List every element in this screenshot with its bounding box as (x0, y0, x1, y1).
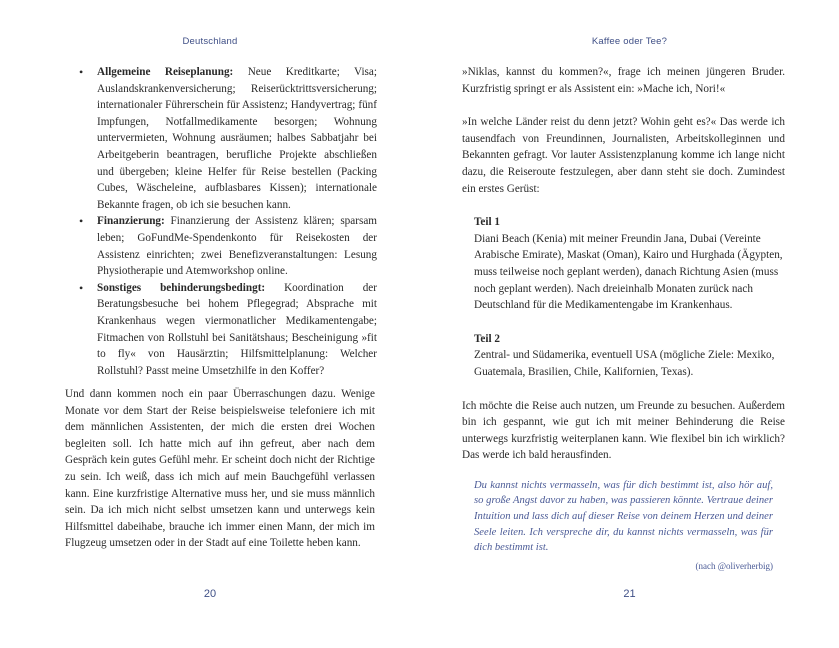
page-number-left: 20 (203, 588, 217, 600)
bullet-text: Neue Kreditkarte; Visa; Auslandskrankenversicherung; Reiserücktrittsversicherung; internationaler Führerschein für Assistenz; Handyvertrag; fünf Impfungen, Notfallmedikamente besorgen; Wohnung untervermieten, Wohnung ausräumen; halbes Sabbatjahr bei Arbeitgeberin beantragen, berufliche Projekte abschließen und übergeben; kleine Helfer für Reise bestellen (Packing Cubes, Wäscheleine, aufblasbares Kissen); internationale Bekannte fragen, ob ich sie besuchen kann. (97, 66, 377, 211)
paragraph-text: Und dann kommen noch ein paar Überraschungen dazu. Wenige Monate vor dem Start der Reise beispielsweise telefoniere ich mit dem männlichen Assistenten, der mich die ersten drei Wochen begleiten soll. Ich hatte mich auf ihn gefreut, aber nach dem Gespräch kein gutes Gefühl mehr. Er scheint doch nicht der Richtige zu sein. Ich weiß, dass ich mich auf mein Bauchgefühl verlassen kann. Eine kurzfristige Alternative muss her, und sie muss männlich sein. Da ich mich nicht selbst umsetzen kann und unterwegs kein Hilfsmittel dabeihabe, brauche ich immer einen Mann, der mich im Flugzeug umsetzen oder in der Stadt auf eine Toilette heben kann. (65, 388, 375, 550)
paragraph-reiseroute: »In welche Länder reist du denn jetzt? Wohin geht es?« Das werde ich tausendfach von Freundinnen, Journalisten, Arbeitskolleginnen und Bekannten gefragt. Vor lauter Assistenzplanung komme ich lange nicht dazu, die Reiseroute festzulegen, aber dann steht sie doch. Zumindest ein erstes Gerüst: (462, 116, 785, 195)
right-page (420, 0, 839, 648)
bullet-label: Sonstiges behinderungsbedingt: (97, 281, 266, 294)
bullet-list (77, 64, 377, 379)
route-part-text: Diani Beach (Kenia) mit meiner Freundin Jana, Dubai (Vereinte Arabische Emirate), Maskat (Oman), Kairo und Hurghada (Ägypten, muss teilweise noch geplant werden), danach Richtung Asien (muss noch geplant werden). Nach dreieinhalb Monaten zurück nach Deutschland für die Medikamentengabe im Krankenhaus. (474, 232, 783, 312)
running-head-right: Kaffee oder Tee? (591, 36, 668, 47)
bullet-label: Allgemeine Reiseplanung: (97, 66, 234, 78)
bullet-item-reiseplanung (77, 64, 377, 213)
bullet-item-finanzierung (77, 213, 377, 279)
route-part-heading: Teil 1 (474, 216, 501, 229)
quote-block (462, 478, 785, 556)
quote-source: (nach @oliverherbig) (695, 560, 773, 571)
running-head-left: Deutschland (182, 36, 238, 47)
route-part-text: Zentral- und Südamerika, eventuell USA (mögliche Ziele: Mexiko, Guatemala, Brasilien, Chile, Kalifornien, Texas). (474, 349, 775, 378)
bullet-text: Koordination der Beratungsbesuche bei hohem Pflegegrad; Absprache mit Krankenhaus wegen viermonatlicher Medikamentengabe; Fitmachen von Rollstuhl bei Sanitätshaus; Bescheinigung »fit to fly« von Hausärztin; Hilfsmittelplanung: Welcher Rollstuhl? Passt meine Umsetzhilfe in den Koffer? (97, 281, 377, 377)
page-number-right: 21 (623, 588, 636, 600)
route-part-1 (462, 214, 785, 314)
bullet-text: Finanzierung der Assistenz klären; sparsam leben; GoFundMe-Spendenkonto für Reisekosten der Assistenz einrichten; zwei Benefizveranstaltungen: Lesung Physiotherapie und Atemworkshop online. (97, 215, 377, 278)
body-paragraph (65, 386, 375, 552)
bullet-item-sonstiges (77, 280, 377, 380)
paragraph-freunde: Ich möchte die Reise auch nutzen, um Freunde zu besuchen. Außerdem bin ich gespannt, wie gut ich mit meiner Behinderung die Reise unterwegs kurzfristig weiterplanen kann. Wie flexibel bin ich wirklich? Das werde ich bald herausfinden. (462, 399, 785, 462)
paragraph-niklas: »Niklas, kannst du kommen?«, frage ich meinen jüngeren Bruder. Kurzfristig springt er als Assistent ein: »Mache ich, Nori!« (462, 66, 785, 95)
bullet-label: Finanzierung: (97, 215, 165, 228)
quote-text: Du kannst nichts vermasseln, was für dich bestimmt ist, also hör auf, so große Angst davor zu haben, was passieren könnte. Vertraue deiner Intuition und lass dich auf dieser Reise von deinem Herzen und deiner Seele leiten. Ich verspreche dir, du kannst nichts vermasseln, was für dich bestimmt ist. (474, 479, 773, 554)
route-part-2 (462, 331, 785, 381)
right-page-body (462, 64, 785, 574)
route-part-heading: Teil 2 (474, 332, 501, 345)
